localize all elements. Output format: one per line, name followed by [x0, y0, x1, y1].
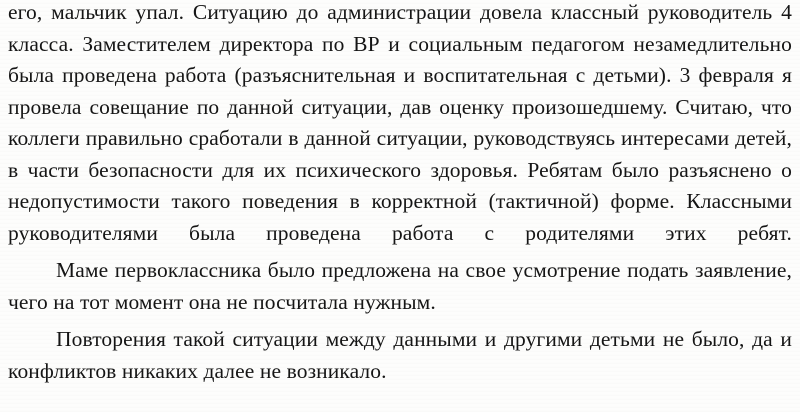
paragraph-2: Маме первоклассника было предложена на свое усмотрение подать заявление, чего на тот момент она не посчитала нужным. [8, 258, 792, 314]
paragraph-3: Повторения такой ситуации между данными и другими детьми не было, да и конфликтов никаких далее не возникало. [8, 327, 792, 383]
document-body [8, 0, 792, 387]
paragraph-1: его, мальчик упал. Ситуацию до администрации довела классный руководитель 4 класса. Заместителем директора по ВР и социальным педагогом незамедлительно была проведена работа (разъяснительная и воспитательная с детьми). 3 февраля я провела совещание по данной ситуации, дав оценку произошедшему. Считаю, что коллеги правильно сработали в данной ситуации, руководствуясь интересами детей, в части безопасности для их психического здоровья. Ребятам было разъяснено о недопустимости такого поведения в корректной (тактичной) форме. Классными руководителями была проведена работа с родителями этих ребят. [8, 0, 792, 245]
